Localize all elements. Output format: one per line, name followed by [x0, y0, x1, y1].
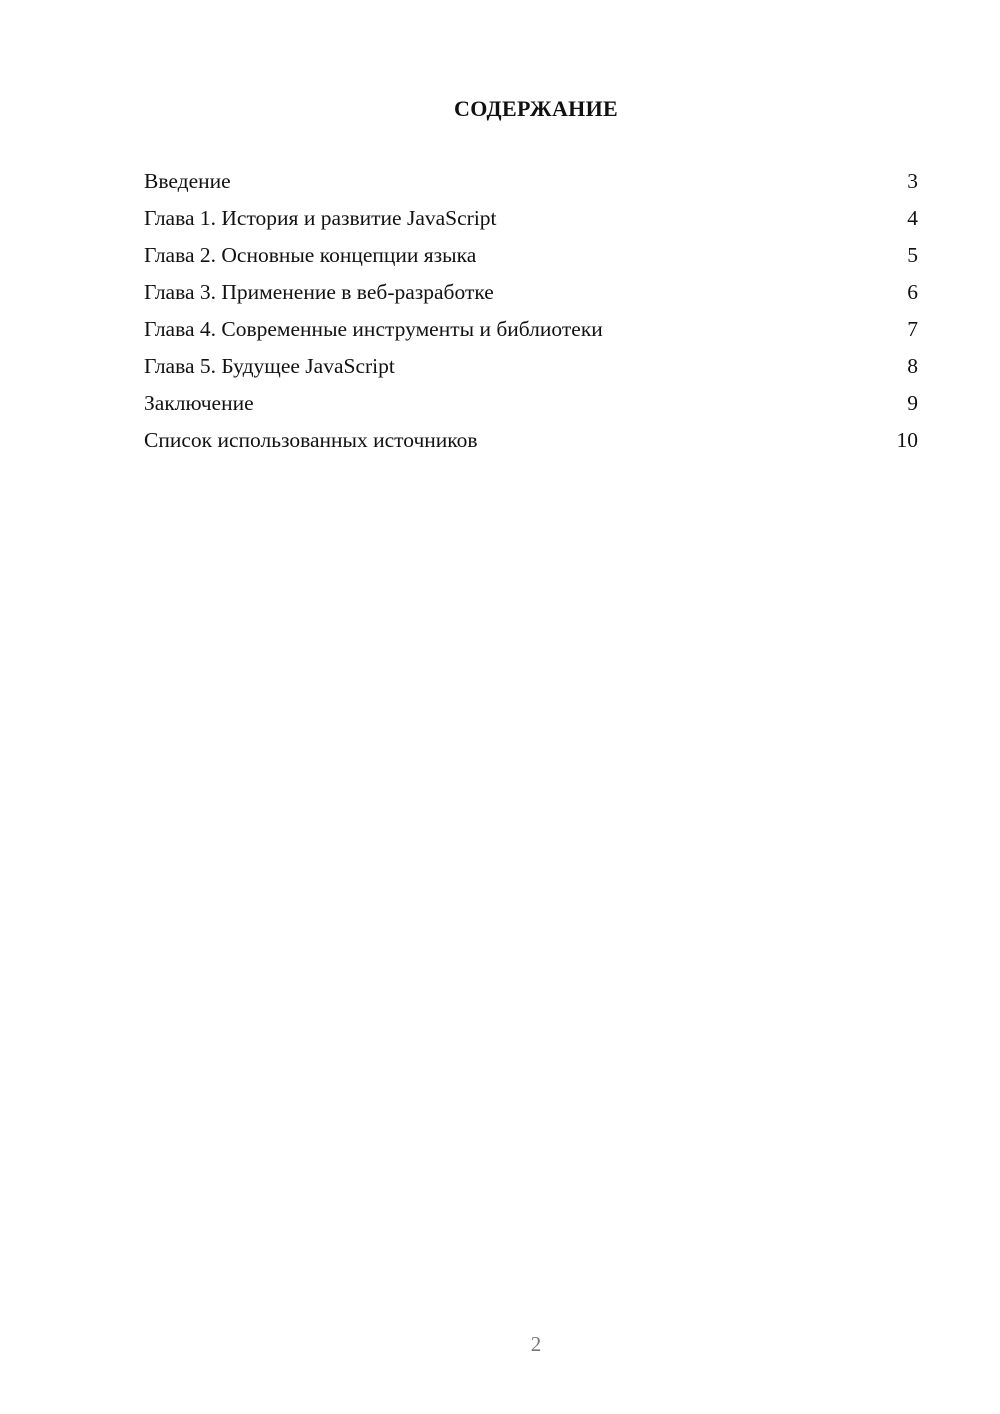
- toc-item-page: 6: [907, 280, 918, 304]
- page-title: СОДЕРЖАНИЕ: [454, 96, 618, 121]
- toc-item-title: Глава 1. История и развитие JavaScript: [144, 206, 497, 230]
- toc-item-title: Глава 2. Основные концепции языка: [144, 243, 477, 267]
- toc-item-title: Введение: [144, 169, 231, 193]
- toc-item: [144, 206, 918, 243]
- toc-item: [144, 317, 918, 354]
- toc-item-page: 7: [907, 317, 918, 341]
- toc-item: [144, 243, 918, 280]
- table-of-contents: [144, 169, 918, 465]
- toc-item: [144, 280, 918, 317]
- toc-item-page: 5: [907, 243, 918, 267]
- toc-item-title: Глава 5. Будущее JavaScript: [144, 354, 395, 378]
- toc-item-title: Глава 3. Применение в веб-разработке: [144, 280, 494, 304]
- toc-item-title: Список использованных источников: [144, 428, 478, 452]
- toc-item: [144, 354, 918, 391]
- toc-item-page: 3: [907, 169, 918, 193]
- toc-item-title: Глава 4. Современные инструменты и библиотеки: [144, 317, 603, 341]
- toc-item: [144, 391, 918, 428]
- toc-item-title: Заключение: [144, 391, 254, 415]
- toc-item-page: 9: [907, 391, 918, 415]
- toc-item-page: 10: [896, 428, 918, 452]
- toc-item-page: 4: [907, 206, 918, 230]
- toc-item: [144, 169, 918, 206]
- toc-item: [144, 428, 918, 465]
- page-number: 2: [530, 1332, 542, 1356]
- toc-item-page: 8: [907, 354, 918, 378]
